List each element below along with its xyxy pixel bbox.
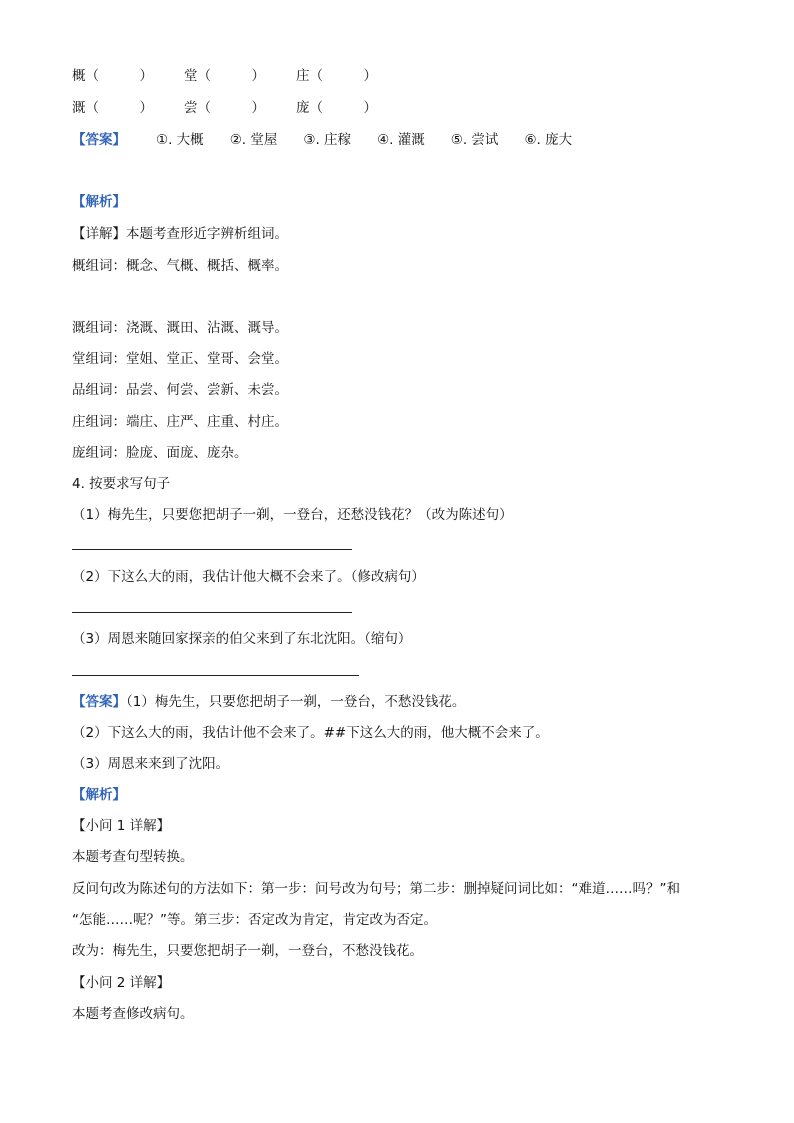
question-4-title: 4. 按要求写句子 (72, 476, 171, 492)
char-blank: 庄（ ） (296, 68, 377, 84)
answer-item: ②. 堂屋 (229, 132, 278, 148)
answer-row-1 (72, 130, 598, 150)
answer-blank-line (72, 612, 352, 613)
sub-question-heading: 【小问 2 详解】 (72, 975, 171, 991)
answer-item: ③. 庄稼 (303, 132, 352, 148)
group-line: 庄组词：端庄、庄严、庄重、村庄。 (72, 414, 288, 430)
char-blank: 堂（ ） (184, 68, 265, 84)
question-item: （1）梅先生，只要您把胡子一剃，一登台，还愁没钱花？（改为陈述句） (72, 507, 513, 523)
char-blank: 尝（ ） (184, 100, 265, 116)
answer-blank-line (72, 675, 359, 676)
answer-blank-line (72, 549, 352, 550)
detail-text: 本题考查形近字辨析组词。 (126, 226, 288, 242)
group-line: 溉组词：浇溉、溉田、沾溉、溉导。 (72, 320, 288, 336)
detail-tag: 【详解】 (72, 226, 126, 242)
group-line: 堂组词：堂姐、堂正、堂哥、会堂。 (72, 351, 288, 367)
char-blank: 庞（ ） (296, 100, 377, 116)
answer-item: （3）周恩来来到了沈阳。 (72, 756, 230, 772)
answer-tag: 【答案】 (72, 694, 126, 710)
char-row-2 (72, 98, 408, 118)
answer-item: ⑤. 尝试 (450, 132, 499, 148)
char-blank: 概（ ） (72, 68, 153, 84)
char-blank: 溉（ ） (72, 100, 153, 116)
group-line: 品组词：品尝、何尝、尝新、未尝。 (72, 382, 288, 398)
explanation-line: 反问句改为陈述句的方法如下：第一步：问号改为句号；第二步：删掉疑问词比如：“难道……吗？”和 (72, 881, 680, 897)
analysis-heading: 【解析】 (72, 194, 126, 210)
detail-line (72, 224, 288, 244)
question-item: （2）下这么大的雨，我估计他大概不会来了。（修改病句） (72, 569, 425, 585)
answer-item: （2）下这么大的雨，我估计他不会来了。##下这么大的雨，他大概不会来了。 (72, 725, 549, 741)
explanation-line: 改为：梅先生，只要您把胡子一剃，一登台，不愁没钱花。 (72, 943, 423, 959)
answer-item: ①. 大概 (156, 132, 204, 148)
answer-row-2 (72, 692, 465, 712)
sub-question-heading: 【小问 1 详解】 (72, 818, 171, 834)
question-item: （3）周恩来随回家探亲的伯父来到了东北沈阳。（缩句） (72, 631, 412, 647)
answer-item: ⑥. 庞大 (524, 132, 573, 148)
answer-item: ④. 灌溉 (377, 132, 425, 148)
answer-item: （1）梅先生，只要您把胡子一剃，一登台，不愁没钱花。 (126, 694, 466, 710)
group-line: 庞组词：脸庞、面庞、庞杂。 (72, 445, 248, 461)
answer-tag: 【答案】 (72, 132, 126, 148)
explanation-line: 本题考查句型转换。 (72, 849, 194, 865)
explanation-line: 本题考查修改病句。 (72, 1006, 194, 1022)
group-line: 概组词：概念、气概、概括、概率。 (72, 258, 288, 274)
explanation-line: “怎能……呢？”等。第三步：否定改为肯定，肯定改为否定。 (72, 912, 437, 928)
analysis-heading: 【解析】 (72, 787, 126, 803)
char-row-1 (72, 66, 408, 86)
